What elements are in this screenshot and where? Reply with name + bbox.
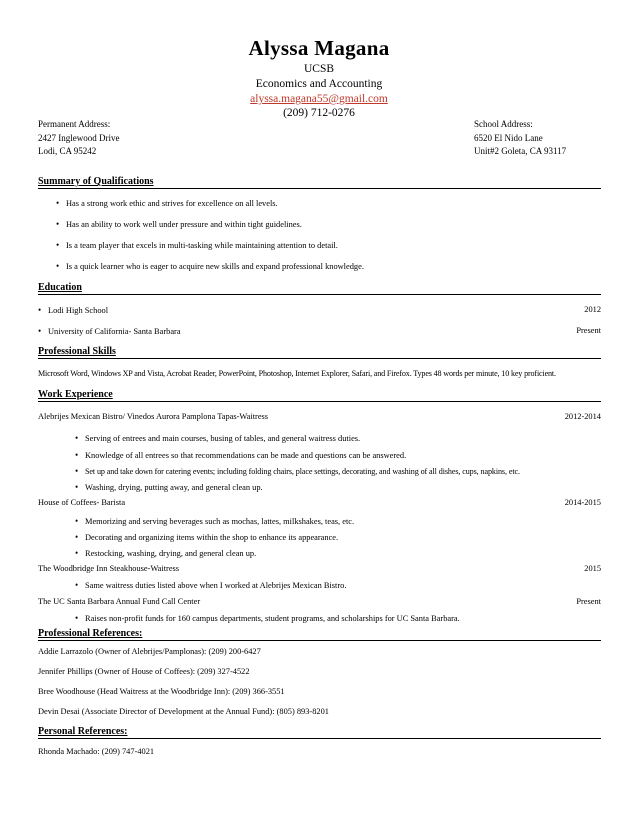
education-item: • Lodi High School 2012: [38, 305, 601, 315]
job-date: Present: [576, 597, 601, 606]
section-heading-personal: Personal References:: [38, 726, 601, 739]
bullet-icon: •: [75, 516, 79, 526]
bullet-icon: •: [56, 240, 60, 250]
reference-item: Jennifer Phillips (Owner of House of Coffees): (209) 327-4522: [38, 667, 250, 676]
school-address-line2: Unit#2 Goleta, CA 93117: [474, 146, 567, 156]
job-title: The UC Santa Barbara Annual Fund Call Center: [38, 597, 201, 606]
education-item: • University of California- Santa Barbara Present: [38, 326, 601, 336]
list-item: • Set up and take down for catering events; including folding chairs, place settings, decorating, and washing of all dishes, cups, napkins, etc.: [75, 466, 520, 476]
section-heading-education: Education: [38, 282, 601, 295]
list-item: • Same waitress duties listed above when I worked at Alebrijes Mexican Bistro.: [75, 580, 347, 590]
job-date: 2012-2014: [564, 412, 601, 421]
list-item: • Serving of entrees and main courses, busing of tables, and general waitress duties.: [75, 433, 361, 443]
reference-item: Devin Desai (Associate Director of Development at the Annual Fund): (805) 893-8201: [38, 707, 329, 716]
list-item: • Has a strong work ethic and strives for excellence on all levels.: [56, 198, 278, 208]
reference-item: Addie Larrazolo (Owner of Alebrijes/Pamplonas): (209) 200-6427: [38, 647, 261, 656]
section-heading-skills: Professional Skills: [38, 346, 601, 359]
bullet-icon: •: [75, 450, 79, 460]
job-title-row: [38, 412, 601, 421]
email-link[interactable]: alyssa.magana55@gmail.com: [250, 93, 388, 105]
bullet-icon: •: [75, 613, 79, 623]
section-heading-references: Professional References:: [38, 628, 601, 641]
permanent-address-label: Permanent Address:: [38, 119, 111, 129]
section-heading-experience: Work Experience: [38, 389, 601, 402]
list-item: • Memorizing and serving beverages such as mochas, lattes, milkshakes, teas, etc.: [75, 516, 355, 526]
bullet-icon: •: [75, 532, 79, 542]
reference-item: Bree Woodhouse (Head Waitress at the Woodbridge Inn): (209) 366-3551: [38, 687, 285, 696]
job-title: Alebrijes Mexican Bistro/ Vinedos Aurora Pamplona Tapas-Waitress: [38, 412, 269, 421]
bullet-icon: •: [38, 326, 42, 336]
bullet-icon: •: [75, 433, 79, 443]
major: Economics and Accounting: [255, 78, 383, 90]
bullet-icon: •: [75, 482, 79, 492]
resume-name: Alyssa Magana: [248, 36, 390, 60]
section-heading-qualifications: Summary of Qualifications: [38, 176, 601, 189]
education-date: Present: [576, 326, 601, 335]
email-line: [0, 93, 638, 105]
permanent-address-line2: Lodi, CA 95242: [38, 146, 97, 156]
job-title: The Woodbridge Inn Steakhouse-Waitress: [38, 564, 180, 573]
personal-reference-item: Rhonda Machado: (209) 747-4021: [38, 747, 155, 756]
skills-text: Microsoft Word, Windows XP and Vista, Acrobat Reader, PowerPoint, Photoshop, Internet Explorer, Safari, and Firefox. Types 48 words per minute, 10 key proficient.: [38, 369, 556, 378]
job-title-row: [38, 498, 601, 507]
list-item: • Restocking, washing, drying, and general clean up.: [75, 548, 257, 558]
school-address: [474, 118, 566, 159]
bullet-icon: •: [75, 548, 79, 558]
job-title: House of Coffees- Barista: [38, 498, 126, 507]
job-date: 2014-2015: [564, 498, 601, 507]
job-title-row: [38, 597, 601, 606]
bullet-icon: •: [75, 466, 79, 476]
permanent-address-line1: 2427 Inglewood Drive: [38, 132, 120, 143]
list-item: • Has an ability to work well under pressure and within tight guidelines.: [56, 219, 302, 229]
bullet-icon: •: [56, 198, 60, 208]
school-name: UCSB: [303, 63, 335, 75]
list-item: • Washing, drying, putting away, and general clean up.: [75, 482, 263, 492]
school-address-label: School Address:: [474, 119, 533, 129]
list-item: • Raises non-profit funds for 160 campus departments, student programs, and scholarships for UC Santa Barbara.: [75, 613, 460, 623]
bullet-icon: •: [56, 219, 60, 229]
bullet-icon: •: [56, 261, 60, 271]
education-date: 2012: [584, 305, 601, 314]
bullet-icon: •: [38, 305, 42, 315]
list-item: • Decorating and organizing items within the shop to enhance its appearance.: [75, 532, 339, 542]
list-item: • Knowledge of all entrees so that recommendations can be made and questions can be answered.: [75, 450, 407, 460]
school-address-line1: 6520 El Nido Lane: [474, 132, 543, 143]
phone: (209) 712-0276: [283, 107, 355, 119]
list-item: • Is a team player that excels in multi-tasking while maintaining attention to detail.: [56, 240, 338, 250]
job-date: 2015: [584, 564, 601, 573]
bullet-icon: •: [75, 580, 79, 590]
job-title-row: [38, 564, 601, 573]
permanent-address: [38, 118, 119, 159]
list-item: • Is a quick learner who is eager to acquire new skills and expand professional knowledge.: [56, 261, 364, 271]
